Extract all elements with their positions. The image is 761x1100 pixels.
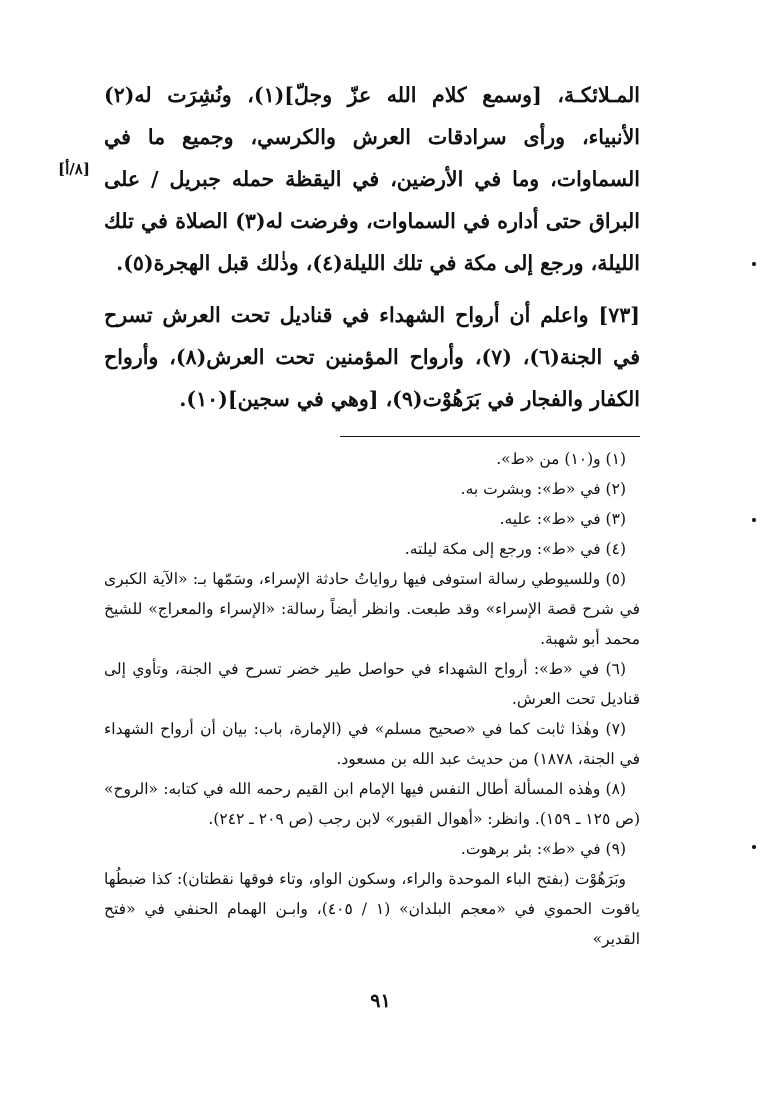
scan-dot [752, 262, 756, 266]
text-line: في اليقظة حمله جبريل / على البراق حتى أداره في السماوات، وفرضت [104, 167, 640, 233]
text-line: بَرَهُوْت(٩)، [وهي في سجين](١٠). [179, 387, 481, 411]
text-line: الجنة(٦)، (٧)، وأرواح المؤمنين تحت العرش(٨)، وأرواح الكفار والفجار في [104, 345, 640, 411]
scan-dot [752, 518, 756, 522]
footnote: (٣) في «ط»: عليه. [499, 510, 626, 528]
scan-dot [752, 845, 756, 849]
footnote: وبَرَهُوْت (بفتح الباء الموحدة والراء، وسكون الواو، وتاء فوقها نقطتان): كذا ضبطُها ياقوت الحموي في «معجم البلدان» (١ / ٤٠٥)، وابـن الهمام الحنفي في «فتح القدير» [104, 870, 640, 948]
footnote: (٨) وهٰذه المسألة أطال النفس فيها الإمام ابن القيم رحمه الله في كتابه: «الروح» (ص ١٢٥ ـ ١٥٩). وانظر: «أهوال القبور» لابن رجب (ص ٢٠٩ ـ ٢٤٢). [104, 780, 640, 828]
footnote: (١) و(١٠) من «ط». [496, 450, 626, 468]
footnote: (٤) في «ط»: ورجع إلى مكة ليلته. [404, 540, 626, 558]
footnotes [104, 444, 640, 954]
margin-folio-note: [٨/أ] [58, 160, 90, 178]
text-line: المـلائكـة، [وسمع كلام الله عزّ وجلّ](١)، ونُشِرَت له(٢) الأنبياء، ورأى [104, 83, 640, 149]
paragraph-1 [104, 74, 640, 284]
footnote: (٩) في «ط»: بئر برهوت. [460, 840, 626, 858]
main-text [104, 74, 640, 420]
text-line: [٧٣] واعلم أن أرواح الشهداء في قناديل تحت العرش تسرح في [104, 303, 641, 369]
text-line: سرادقات العرش والكرسي، وجميع ما في السماوات، وما في الأرضين، [104, 125, 640, 191]
footnote-divider [340, 436, 640, 437]
footnote: (٦) في «ط»: أرواح الشهداء في حواصل طير خضر تسرح في الجنة، وتأوي إلى قناديل تحت العرش. [104, 660, 640, 708]
footnote: (٢) في «ط»: وبشرت به. [460, 480, 626, 498]
text-line: الهجرة(٥). [116, 251, 211, 275]
text-line: له(٣) الصلاة في تلك الليلة، ورجع إلى مكة في تلك الليلة(٤)، وذٰلك قبل [104, 209, 640, 275]
footnote: (٥) وللسيوطي رسالة استوفى فيها رواياتُ حادثة الإسراء، وسَمّها بـ: «الآية الكبرى في شرح قصة الإسراء» وقد طبعت. وانظر أيضاً رسالة: «الإسراء والمعراج» للشيخ محمد أبو شهبة. [104, 570, 640, 648]
paragraph-2 [104, 294, 640, 420]
page-number: ٩١ [370, 990, 391, 1012]
footnote: (٧) وهٰذا ثابت كما في «صحيح مسلم» في (الإمارة، باب: بيان أن أرواح الشهداء في الجنة، ١٨٧٨) من حديث عبد الله بن مسعود. [104, 720, 640, 768]
